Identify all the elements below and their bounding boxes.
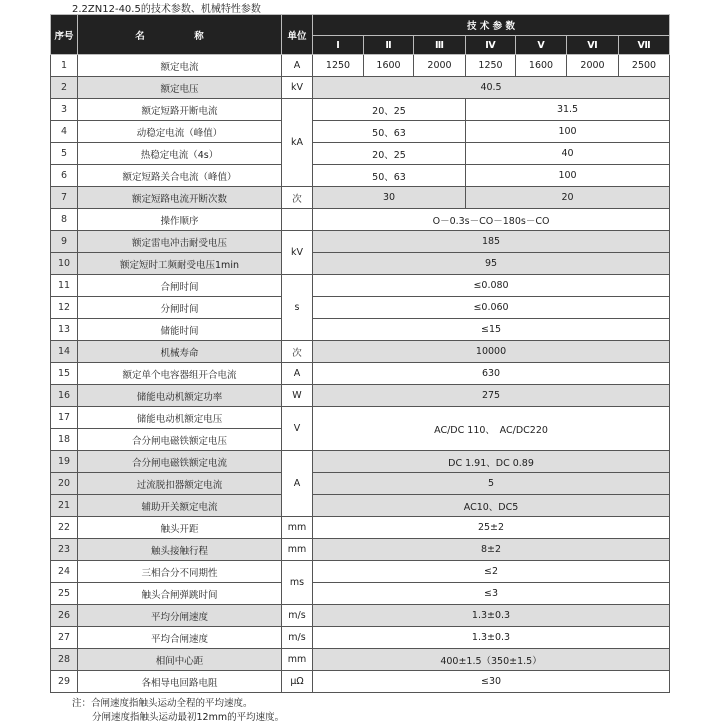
row-value: ≤2 [313, 561, 670, 583]
row-name: 机械寿命 [78, 341, 282, 363]
header-col: Ⅵ [567, 36, 619, 55]
cell: 1250 [466, 55, 516, 77]
row-value: 400±1.5（350±1.5） [313, 649, 670, 671]
table-row [51, 209, 670, 231]
row-value-b: 40 [466, 143, 670, 165]
row-name: 额定短路关合电流（峰值） [78, 165, 282, 187]
row-name: 合分闸电磁铁额定电压 [78, 429, 282, 451]
note-line: 注：合闸速度指触头运动全程的平均速度。 [72, 698, 253, 709]
row-value-b: 100 [466, 165, 670, 187]
row-value: ≤15 [313, 319, 670, 341]
row-no: 12 [51, 297, 78, 319]
row-no: 6 [51, 165, 78, 187]
cell: 2500 [619, 55, 670, 77]
row-value: ≤3 [313, 583, 670, 605]
row-no: 16 [51, 385, 78, 407]
row-no: 25 [51, 583, 78, 605]
row-value: 8±2 [313, 539, 670, 561]
row-name: 额定单个电容器组开合电流 [78, 363, 282, 385]
row-value: 10000 [313, 341, 670, 363]
table-row [51, 627, 670, 649]
table-row [51, 363, 670, 385]
header-col: Ⅱ [364, 36, 414, 55]
header-col: Ⅳ [466, 36, 516, 55]
row-value: ≤0.080 [313, 275, 670, 297]
row-name: 分闸时间 [78, 297, 282, 319]
row-name: 三相合分不同期性 [78, 561, 282, 583]
row-no: 26 [51, 605, 78, 627]
row-no: 5 [51, 143, 78, 165]
row-no: 9 [51, 231, 78, 253]
row-unit: mm [282, 539, 313, 561]
header-col: Ⅲ [414, 36, 466, 55]
row-value: 185 [313, 231, 670, 253]
row-name: 触头接触行程 [78, 539, 282, 561]
table-row [51, 275, 670, 297]
row-value: 40.5 [313, 77, 670, 99]
row-value: 5 [313, 473, 670, 495]
row-name: 操作顺序 [78, 209, 282, 231]
row-no: 11 [51, 275, 78, 297]
row-value: 275 [313, 385, 670, 407]
row-name: 平均分闸速度 [78, 605, 282, 627]
spec-table [50, 14, 670, 693]
header-col: Ⅶ [619, 36, 670, 55]
table-row [51, 605, 670, 627]
table-row [51, 187, 670, 209]
row-name: 辅助开关额定电流 [78, 495, 282, 517]
row-unit: m/s [282, 605, 313, 627]
row-name: 额定短路开断电流 [78, 99, 282, 121]
row-name: 热稳定电流（4s） [78, 143, 282, 165]
row-no: 14 [51, 341, 78, 363]
row-no: 27 [51, 627, 78, 649]
row-value: 1.3±0.3 [313, 605, 670, 627]
row-unit: W [282, 385, 313, 407]
row-value-a: 50、63 [313, 165, 466, 187]
table-row [51, 121, 670, 143]
row-unit: A [282, 451, 313, 517]
row-no: 21 [51, 495, 78, 517]
table-row [51, 341, 670, 363]
cell: 1600 [364, 55, 414, 77]
table-row [51, 583, 670, 605]
row-unit: m/s [282, 627, 313, 649]
row-value-a: 30 [313, 187, 466, 209]
table-row [51, 407, 670, 429]
row-value: O－0.3s－CO－180s－CO [313, 209, 670, 231]
row-unit: kV [282, 231, 313, 275]
row-no: 18 [51, 429, 78, 451]
row-unit: A [282, 55, 313, 77]
row-name: 额定雷电冲击耐受电压 [78, 231, 282, 253]
table-row [51, 495, 670, 517]
row-value: ≤0.060 [313, 297, 670, 319]
table-title: 2.2ZN12-40.5的技术参数、机械特性参数 [72, 4, 261, 15]
row-no: 17 [51, 407, 78, 429]
row-name: 额定电流 [78, 55, 282, 77]
row-name: 合闸时间 [78, 275, 282, 297]
row-name: 平均合闸速度 [78, 627, 282, 649]
row-value: 1.3±0.3 [313, 627, 670, 649]
row-value: AC10、DC5 [313, 495, 670, 517]
row-unit: 次 [282, 187, 313, 209]
row-unit: mm [282, 517, 313, 539]
table-row [51, 55, 670, 77]
row-name: 合分闸电磁铁额定电流 [78, 451, 282, 473]
row-name: 各相导电回路电阻 [78, 671, 282, 693]
table-row [51, 99, 670, 121]
row-value-b: 100 [466, 121, 670, 143]
row-name: 储能时间 [78, 319, 282, 341]
row-unit: V [282, 407, 313, 451]
row-no: 10 [51, 253, 78, 275]
header-col: Ⅰ [313, 36, 364, 55]
row-value: 630 [313, 363, 670, 385]
cell: 1250 [313, 55, 364, 77]
row-name: 额定短路电流开断次数 [78, 187, 282, 209]
table-row [51, 473, 670, 495]
row-value: DC 1.91、DC 0.89 [313, 451, 670, 473]
row-no: 29 [51, 671, 78, 693]
row-no: 7 [51, 187, 78, 209]
cell: 1600 [516, 55, 567, 77]
row-unit: kV [282, 77, 313, 99]
row-value-a: 20、25 [313, 143, 466, 165]
row-no: 24 [51, 561, 78, 583]
row-unit: 次 [282, 341, 313, 363]
table-row [51, 253, 670, 275]
table-row [51, 319, 670, 341]
row-unit [282, 209, 313, 231]
row-no: 4 [51, 121, 78, 143]
row-no: 20 [51, 473, 78, 495]
row-name: 额定电压 [78, 77, 282, 99]
table-row [51, 561, 670, 583]
row-unit: mm [282, 649, 313, 671]
row-name: 动稳定电流（峰值） [78, 121, 282, 143]
row-unit: s [282, 275, 313, 341]
row-value: ≤30 [313, 671, 670, 693]
row-value-a: 20、25 [313, 99, 466, 121]
note-line: 分闸速度指触头运动最初12mm的平均速度。 [92, 712, 285, 723]
row-unit: kA [282, 99, 313, 187]
row-no: 28 [51, 649, 78, 671]
table-row [51, 297, 670, 319]
row-name: 触头开距 [78, 517, 282, 539]
row-value-a: 50、63 [313, 121, 466, 143]
table-row [51, 649, 670, 671]
header-unit: 单位 [282, 15, 313, 55]
row-no: 19 [51, 451, 78, 473]
row-value: AC/DC 110、 AC/DC220 [313, 407, 670, 451]
table-row [51, 539, 670, 561]
table-row [51, 231, 670, 253]
cell: 2000 [414, 55, 466, 77]
row-no: 23 [51, 539, 78, 561]
header-params: 技 术 参 数 [313, 15, 670, 36]
row-unit: μΩ [282, 671, 313, 693]
row-name: 过流脱扣器额定电流 [78, 473, 282, 495]
row-no: 3 [51, 99, 78, 121]
header-col: Ⅴ [516, 36, 567, 55]
row-unit: ms [282, 561, 313, 605]
row-value: 25±2 [313, 517, 670, 539]
table-row [51, 77, 670, 99]
table-row [51, 143, 670, 165]
header-no: 序号 [51, 15, 78, 55]
row-name: 储能电动机额定功率 [78, 385, 282, 407]
table-row [51, 165, 670, 187]
row-name: 触头合闸弹跳时间 [78, 583, 282, 605]
table-row [51, 517, 670, 539]
cell: 2000 [567, 55, 619, 77]
header-name: 名 称 [78, 15, 282, 55]
table-row [51, 671, 670, 693]
row-name: 相间中心距 [78, 649, 282, 671]
row-unit: A [282, 363, 313, 385]
row-value-b: 20 [466, 187, 670, 209]
row-no: 22 [51, 517, 78, 539]
row-no: 13 [51, 319, 78, 341]
table-row [51, 451, 670, 473]
row-value: 95 [313, 253, 670, 275]
row-no: 1 [51, 55, 78, 77]
table-row [51, 385, 670, 407]
row-name: 储能电动机额定电压 [78, 407, 282, 429]
row-name: 额定短时工频耐受电压1min [78, 253, 282, 275]
row-value-b: 31.5 [466, 99, 670, 121]
footnotes [72, 697, 284, 725]
row-no: 2 [51, 77, 78, 99]
row-no: 8 [51, 209, 78, 231]
row-no: 15 [51, 363, 78, 385]
